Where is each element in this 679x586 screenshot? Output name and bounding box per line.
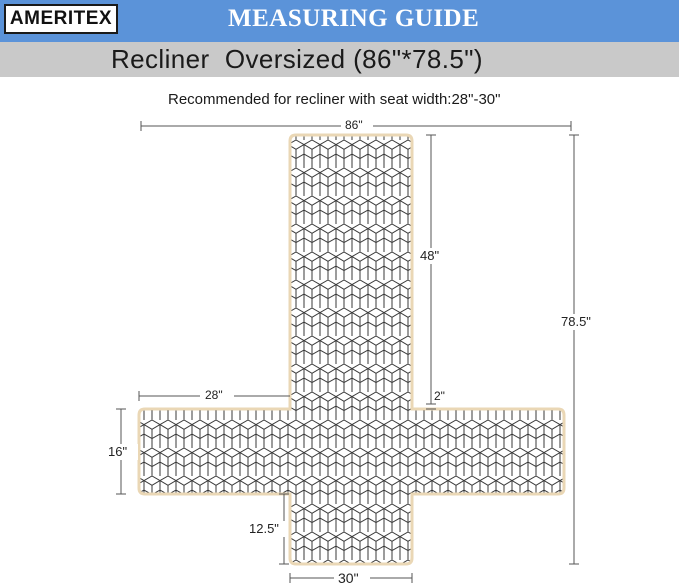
- label-back-length: 48": [420, 248, 440, 263]
- label-footrest-length: 12.5": [249, 521, 279, 536]
- label-seat-width: 30": [338, 570, 359, 586]
- label-overall-height: 78.5": [561, 314, 591, 329]
- guide-title: MEASURING GUIDE: [228, 5, 480, 32]
- brand-logo: AMERITEX: [4, 4, 118, 34]
- label-overall-width: 86": [345, 118, 363, 132]
- label-gap: 2": [434, 389, 445, 403]
- label-arm-depth: 16": [108, 444, 128, 459]
- cover-shape: [139, 135, 564, 564]
- product-title: Recliner Oversized (86"*78.5"): [111, 44, 483, 74]
- recommendation-text: Recommended for recliner with seat width:28"-30": [168, 91, 501, 108]
- label-arm-length: 28": [205, 388, 223, 402]
